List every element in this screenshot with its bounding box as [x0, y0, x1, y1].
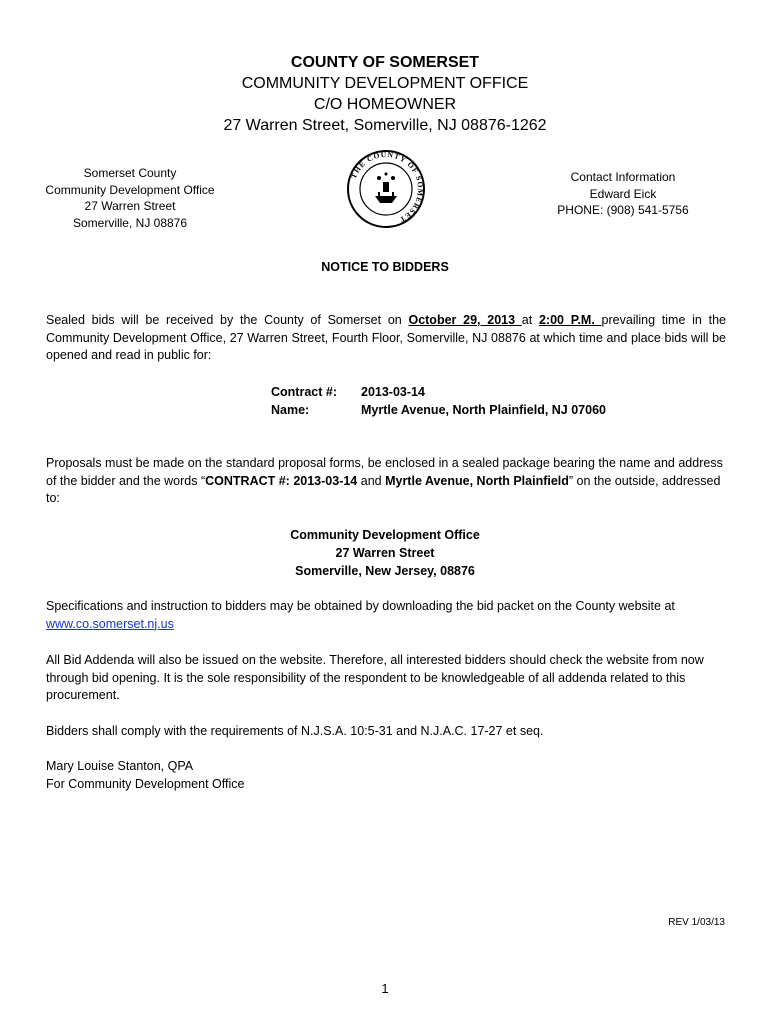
header-address: 27 Warren Street, Somerville, NJ 08876-1262 — [223, 117, 547, 134]
left-address-line: 27 Warren Street — [84, 199, 176, 213]
para1-text: Sealed bids will be received by the County of Somerset on — [46, 313, 409, 327]
contact-phone: PHONE: (908) 541-5756 — [557, 203, 689, 217]
compliance-paragraph: Bidders shall comply with the requirements of N.J.S.A. 10:5-31 and N.J.A.C. 17-27 et seq. — [46, 724, 544, 738]
contract-name-label: Name: — [271, 403, 310, 417]
header-county: COUNTY OF SOMERSET — [290, 54, 480, 71]
page-number: 1 — [381, 981, 389, 996]
seal-text: THE COUNTY OF SOMERSET — [349, 149, 426, 225]
para1-text-end: prevailing time in the Community Development Office, 27 Warren Street, Fourth Floor, Somerville, NJ 08876 at which time and place bids will be opened and read in public for: — [46, 313, 726, 362]
signature-block — [46, 758, 726, 793]
notice-title: NOTICE TO BIDDERS — [321, 260, 449, 274]
para2-contract: CONTRACT #: 2013-03-14 — [205, 473, 358, 488]
specifications-paragraph — [46, 598, 726, 633]
header-co: C/O HOMEOWNER — [313, 96, 457, 113]
signatory-office: For Community Development Office — [46, 776, 245, 791]
contact-heading: Contact Information — [570, 170, 676, 184]
left-address-line: Somerville, NJ 08876 — [72, 215, 188, 230]
contract-name-value: Myrtle Avenue, North Plainfield, NJ 07060 — [361, 403, 606, 417]
bid-date: October 29, 2013 — [408, 313, 522, 327]
proposal-paragraph — [46, 455, 726, 508]
county-seal-icon — [345, 148, 427, 230]
specifications-text: Specifications and instruction to bidders may be obtained by downloading the bid packet on the County website at — [46, 599, 675, 613]
para2-project: Myrtle Avenue, North Plainfield — [385, 473, 569, 488]
contract-number-label: Contract #: — [271, 385, 337, 399]
para2-text: Proposals must be made on the standard proposal forms, be enclosed in a sealed package bearing the name and address of the bidder and the words “ — [46, 456, 723, 488]
bid-receipt-paragraph — [46, 312, 726, 365]
signatory-name: Mary Louise Stanton, QPA — [46, 759, 194, 773]
contact-name: Edward Eick — [589, 186, 657, 201]
mailing-address-line: 27 Warren Street — [335, 546, 435, 560]
bid-time: 2:00 P.M. — [538, 313, 602, 327]
mailing-address-line: Somerville, New Jersey, 08876 — [295, 564, 475, 578]
county-website-link[interactable]: www.co.somerset.nj.us — [46, 616, 174, 631]
revision-label: REV 1/03/13 — [668, 917, 725, 928]
contract-info — [271, 383, 606, 419]
header-office: COMMUNITY DEVELOPMENT OFFICE — [241, 75, 529, 92]
para1-at: at — [521, 313, 539, 327]
left-address-block — [40, 165, 220, 231]
contact-block — [553, 169, 693, 219]
mailing-address-block — [0, 526, 770, 580]
mailing-address-line: Community Development Office — [290, 528, 480, 542]
addenda-paragraph: All Bid Addenda will also be issued on the website. Therefore, all interested bidders should check the website from now through bid opening. It is the sole responsibility of the respondent to be knowledgeable of all addenda related to this procurement. — [46, 653, 704, 702]
contract-number-value: 2013-03-14 — [361, 385, 425, 399]
para2-text-end: ” on the outside, addressed to: — [46, 473, 721, 505]
para2-and: and — [357, 473, 386, 488]
left-address-line: Somerset County — [83, 166, 177, 180]
left-address-line: Community Development Office — [45, 182, 215, 197]
